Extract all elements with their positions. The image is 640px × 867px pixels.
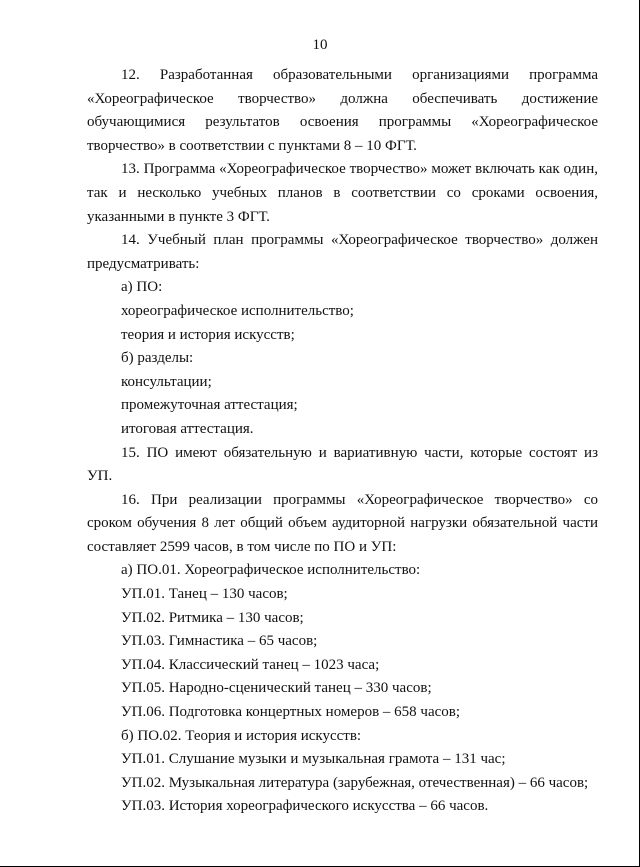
document-body xyxy=(87,64,598,819)
paragraph-16: 16. При реализации программы «Хореографическое творчество» со сроком обучения 8 лет общий объем аудиторной нагрузки обязательной части составляет 2599 часов, в том числе по ПО и УП: xyxy=(87,491,598,555)
list-item: УП.02. Музыкальная литература (зарубежная, отечественная) – 66 часов; xyxy=(121,774,589,791)
list-item: УП.06. Подготовка концертных номеров – 658 часов; xyxy=(121,704,461,721)
list-item: теория и история искусств; xyxy=(121,326,295,343)
list-item: УП.04. Классический танец – 1023 часа; xyxy=(121,656,380,673)
paragraph-13: 13. Программа «Хореографическое творчество» может включать как один, так и несколько учебных планов в соответствии со сроками освоения, указанными в пункте 3 ФГТ. xyxy=(87,161,598,225)
list-item: промежуточная аттестация; xyxy=(121,397,298,414)
paragraph-12-continuation: «Хореографическое творчество» должна обеспечивать достижение обучающимися результатов освоения программы «Хореографическое творчество» в соответствии с пунктами 8 – 10 ФГТ. xyxy=(87,90,598,154)
list-item: а) ПО: xyxy=(121,279,163,296)
list-item: УП.03. Гимнастика – 65 часов; xyxy=(121,633,318,650)
paragraph-12-first-line: 12. Разработанная образовательными организациями программа xyxy=(121,67,598,83)
list-item: УП.01. Танец – 130 часов; xyxy=(121,586,288,603)
list-item: УП.05. Народно-сценический танец – 330 часов; xyxy=(121,680,432,697)
list-item: б) разделы: xyxy=(121,350,194,367)
list-item: УП.01. Слушание музыки и музыкальная грамота – 131 час; xyxy=(121,751,506,768)
list-item: УП.03. История хореографического искусства – 66 часов. xyxy=(121,798,489,815)
list-item: хореографическое исполнительство; xyxy=(121,302,354,319)
list-item: УП.02. Ритмика – 130 часов; xyxy=(121,609,304,626)
paragraph-15: 15. ПО имеют обязательную и вариативную части, которые состоят из УП. xyxy=(87,444,598,485)
list-item: а) ПО.01. Хореографическое исполнительство: xyxy=(121,562,421,579)
list-item: б) ПО.02. Теория и история искусств: xyxy=(121,727,362,744)
paragraph-14: 14. Учебный план программы «Хореографическое творчество» должен предусматривать: xyxy=(87,232,598,272)
page-number: 10 xyxy=(312,37,328,53)
list-item: итоговая аттестация. xyxy=(121,420,254,437)
list-item: консультации; xyxy=(121,373,212,390)
